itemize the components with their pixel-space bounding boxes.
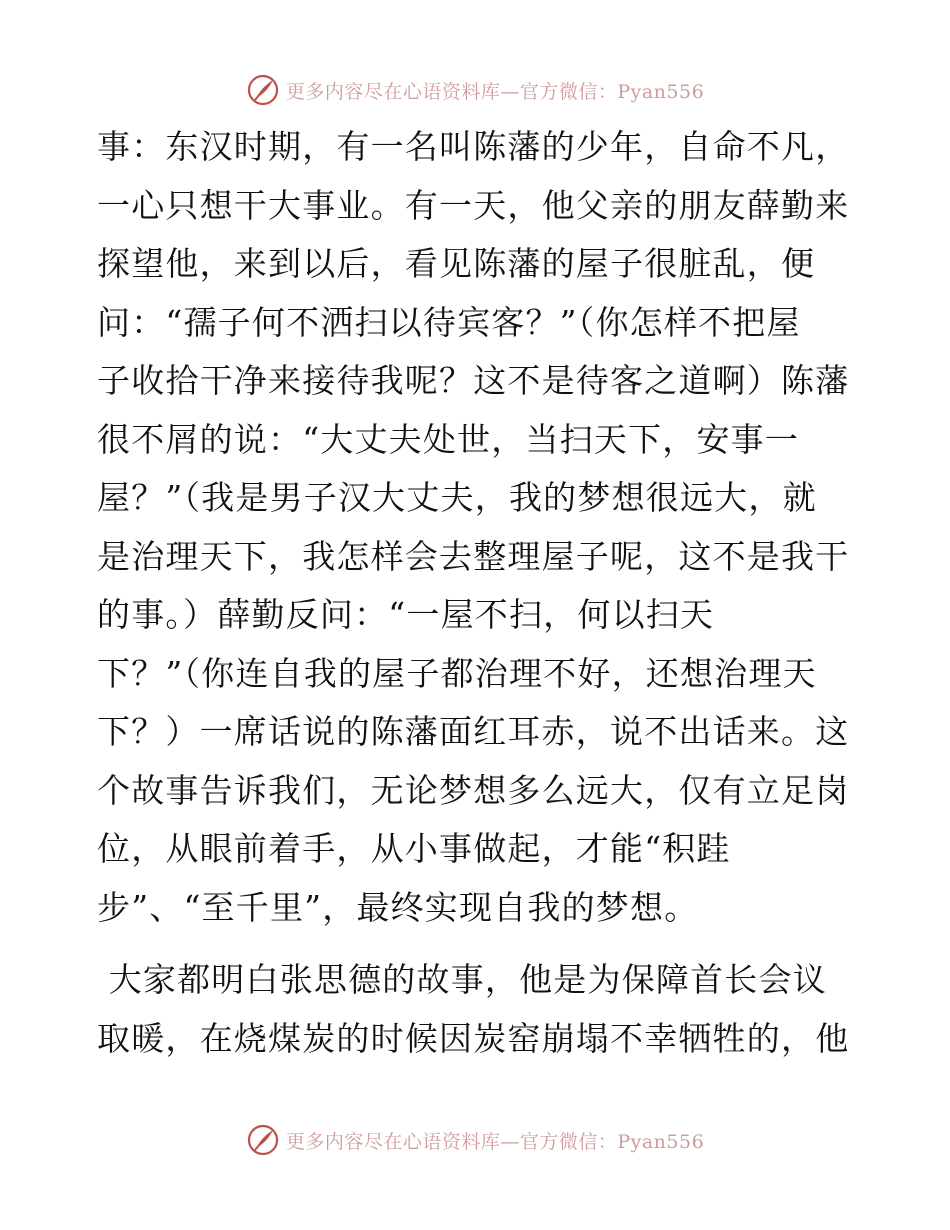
text-line: 位，从眼前着手，从小事做起，才能“积跬 bbox=[97, 829, 731, 868]
paragraph-2 bbox=[97, 951, 857, 1068]
watermark-text: 更多内容尽在心语资料库—官方微信：Pyan556 bbox=[285, 1130, 705, 1153]
text-line: 探望他，来到以后，看见陈藩的屋子很脏乱，便 bbox=[97, 244, 816, 283]
text-line: 是治理天下，我怎样会去整理屋子呢，这不是我干 bbox=[97, 536, 850, 576]
text-line: 很不屑的说：“大丈夫处世，当扫天下，安事一 bbox=[97, 419, 800, 459]
text-line: 问：“孺子何不洒扫以待宾客？”（你怎样不把屋 bbox=[97, 302, 801, 342]
text-line: 事：东汉时期，有一名叫陈藩的少年，自命不凡， bbox=[97, 127, 850, 166]
watermark-header bbox=[0, 70, 950, 110]
feather-logo-icon bbox=[246, 73, 280, 107]
paragraph-spacer bbox=[97, 937, 857, 951]
feather-logo-icon bbox=[246, 1123, 280, 1157]
text-line: 大家都明白张思德的故事，他是为保障首长会议 bbox=[97, 960, 827, 999]
text-line: 下？”（你连自我的屋子都治理不好，还想治理天 bbox=[97, 653, 817, 693]
text-line: 下？）一席话说的陈藩面红耳赤，说不出话来。这 bbox=[97, 712, 850, 751]
text-line: 步”、“至千里”，最终实现自我的梦想。 bbox=[97, 887, 699, 927]
text-line: 屋？”（我是男子汉大丈夫，我的梦想很远大，就 bbox=[97, 478, 817, 517]
body-text bbox=[97, 118, 857, 1068]
text-line: 一心只想干大事业。有一天，他父亲的朋友薛勤来 bbox=[97, 185, 850, 225]
watermark-text: 更多内容尽在心语资料库—官方微信：Pyan556 bbox=[285, 80, 705, 103]
text-line: 取暖，在烧煤炭的时候因炭窑崩塌不幸牺牲的，他 bbox=[97, 1018, 850, 1058]
paragraph-1 bbox=[97, 118, 857, 937]
watermark-footer bbox=[0, 1120, 950, 1160]
text-line: 个故事告诉我们，无论梦想多么远大，仅有立足岗 bbox=[97, 770, 850, 810]
text-line: 子收拾干净来接待我呢？这不是待客之道啊）陈藩 bbox=[97, 361, 850, 400]
text-line: 的事。）薛勤反问：“一屋不扫，何以扫天 bbox=[97, 595, 715, 634]
